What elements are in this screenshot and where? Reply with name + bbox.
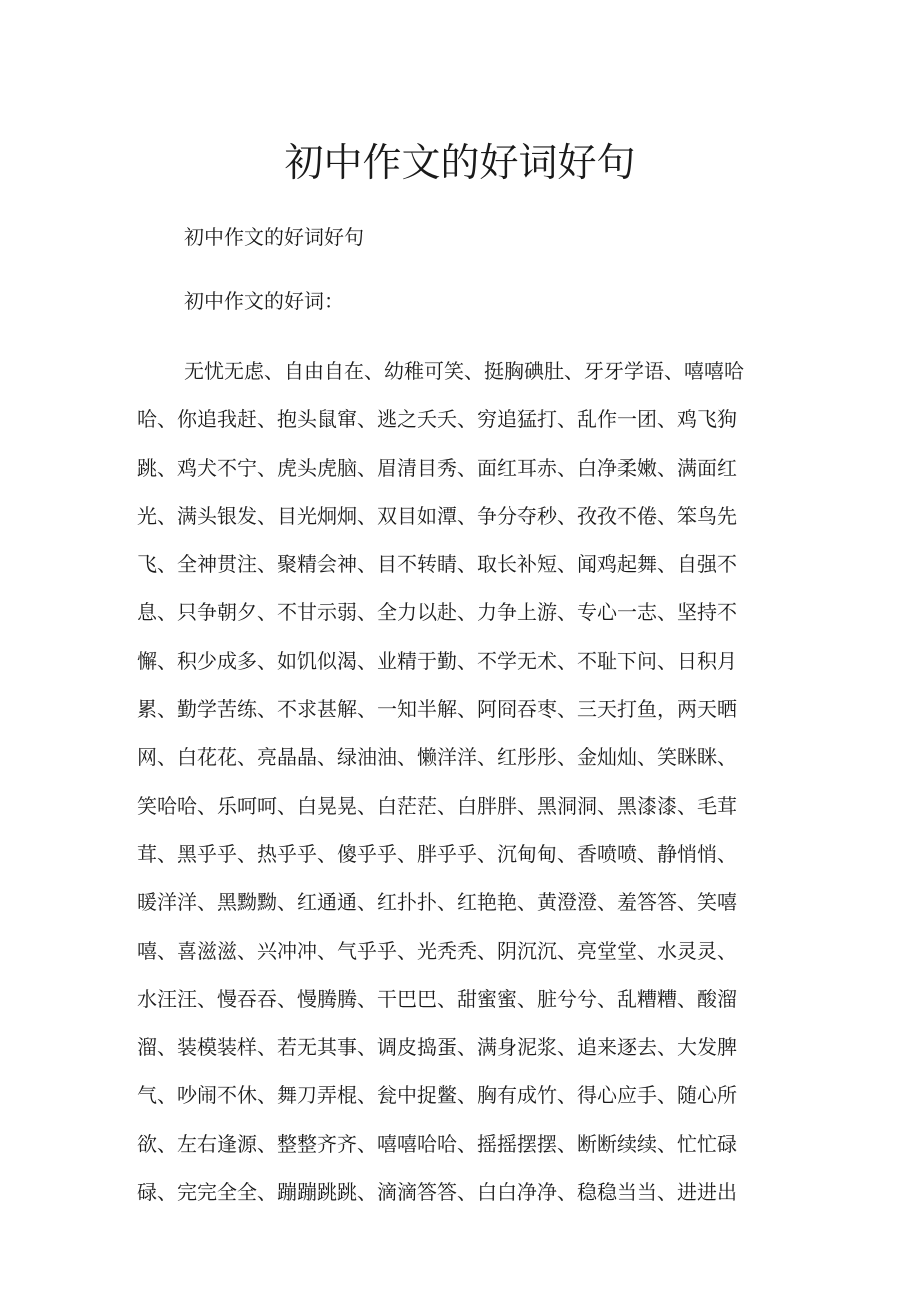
paragraph-line: 嘻、喜滋滋、兴冲冲、气乎乎、光秃秃、阴沉沉、亮堂堂、水灵灵、 [137,938,737,963]
paragraph-line: 笑哈哈、乐呵呵、白晃晃、白茫茫、白胖胖、黑洞洞、黑漆漆、毛茸 [137,793,737,818]
paragraph-line: 懈、积少成多、如饥似渴、业精于勤、不学无术、不耻下问、日积月 [137,648,737,673]
section-heading: 初中作文的好词： [184,289,344,313]
paragraph-line: 光、满头银发、目光炯炯、双目如潭、争分夺秒、孜孜不倦、笨鸟先 [137,503,737,528]
paragraph-line: 水汪汪、慢吞吞、慢腾腾、干巴巴、甜蜜蜜、脏兮兮、乱糟糟、酸溜 [137,986,737,1011]
word-list-paragraph [137,347,787,1216]
paragraph-line: 溜、装模装样、若无其事、调皮捣蛋、满身泥浆、追来逐去、大发脾 [137,1035,737,1060]
paragraph-line: 暖洋洋、黑黝黝、红通通、红扑扑、红艳艳、黄澄澄、羞答答、笑嘻 [137,890,737,915]
paragraph-line: 累、勤学苦练、不求甚解、一知半解、阿冏吞枣、三天打鱼，两天晒 [137,697,737,722]
document-title: 初中作文的好词好句 [284,141,636,186]
paragraph-line: 气、吵闹不休、舞刀弄棍、瓮中捉鳖、胸有成竹、得心应手、随心所 [137,1083,737,1108]
document-subtitle: 初中作文的好词好句 [184,225,364,249]
paragraph-line: 无忧无虑、自由自在、幼稚可笑、挺胸碘肚、牙牙学语、嘻嘻哈 [184,359,744,383]
paragraph-line: 欲、左右逢源、整整齐齐、嘻嘻哈哈、摇摇摆摆、断断续续、忙忙碌 [137,1131,737,1156]
paragraph-line: 茸、黑乎乎、热乎乎、傻乎乎、胖乎乎、沉甸甸、香喷喷、静悄悄、 [137,841,737,866]
paragraph-line: 网、白花花、亮晶晶、绿油油、懒洋洋、红彤彤、金灿灿、笑眯眯、 [137,745,737,770]
paragraph-line: 飞、全神贯注、聚精会神、目不转睛、取长补短、闻鸡起舞、自强不 [137,552,737,577]
paragraph-line: 碌、完完全全、蹦蹦跳跳、滴滴答答、白白净净、稳稳当当、进进出 [137,1180,737,1205]
paragraph-line: 息、只争朝夕、不甘示弱、全力以赴、力争上游、专心一志、坚持不 [137,600,737,625]
paragraph-line: 跳、鸡犬不宁、虎头虎脑、眉清目秀、面红耳赤、白净柔嫩、满面红 [137,455,737,480]
paragraph-line: 哈、你追我赶、抱头鼠窜、逃之夭夭、穷追猛打、乱作一团、鸡飞狗 [137,407,737,432]
